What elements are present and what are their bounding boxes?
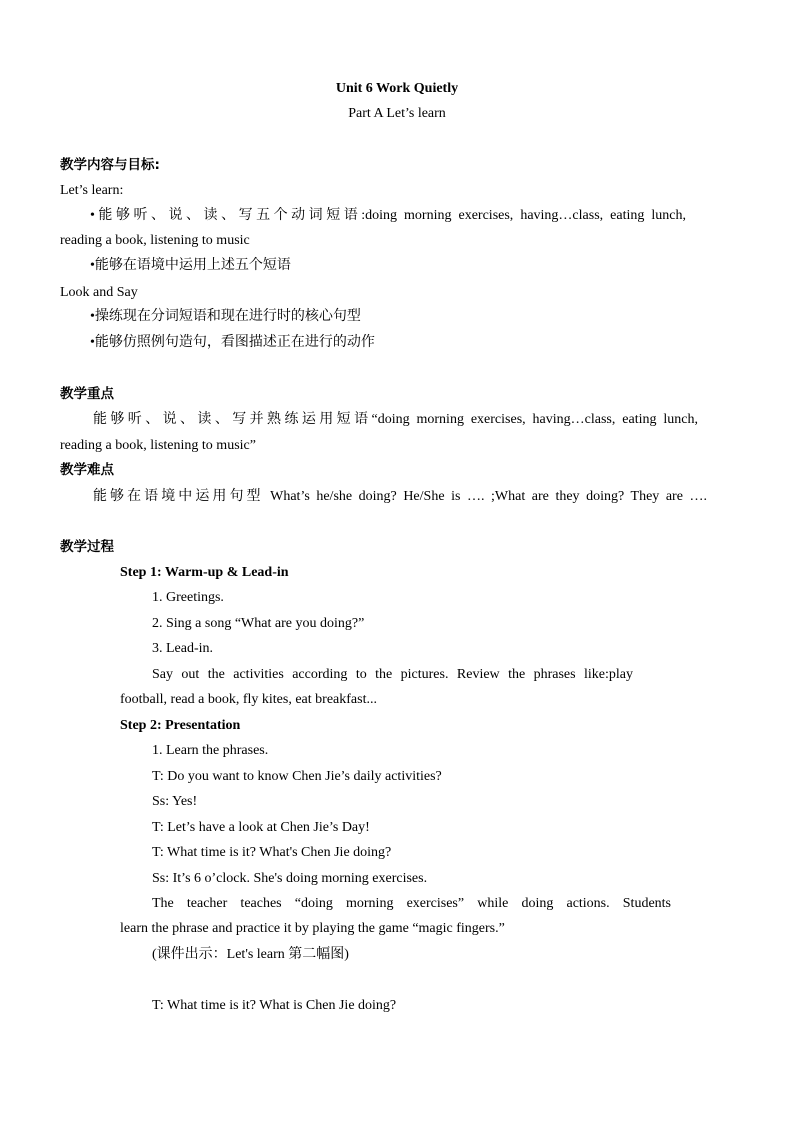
lets-learn-item: •能够听、说、读、写五个动词短语:doing morning exercises, having…class, eating lunch,	[90, 208, 686, 223]
step1-heading: Step 1: Warm-up & Lead-in	[120, 565, 289, 580]
step2-line: 1. Learn the phrases.	[152, 743, 269, 758]
step2-line: Ss: Yes!	[152, 794, 198, 809]
step2-line: T: Let’s have a look at Chen Jie’s Day!	[152, 820, 370, 835]
step2-line: Ss: It’s 6 o’clock. She's doing morning exercises.	[152, 871, 428, 886]
step2-line: T: What time is it? What is Chen Jie doing?	[152, 998, 397, 1013]
difficult-points-line: 能够在语境中运用句型 What’s he/she doing? He/She is …. ;What are they doing? They are ….	[93, 489, 707, 504]
lets-learn-item-continued: reading a book, listening to music	[60, 233, 250, 248]
step2-line-continued: learn the phrase and practice it by playing the game “magic fingers.”	[120, 921, 505, 936]
step2-line: The teacher teaches “doing morning exercises” while doing actions. Students	[152, 896, 671, 911]
document-title: Unit 6 Work Quietly	[335, 81, 459, 96]
look-say-item: •能够仿照例句造句，看图描述正在进行的动作	[90, 335, 375, 350]
lets-learn-label: Let’s learn:	[60, 183, 124, 198]
key-points-line-continued: reading a book, listening to music”	[60, 438, 256, 453]
look-say-item: •操练现在分词短语和现在进行时的核心句型	[90, 309, 361, 324]
lets-learn-item: •能够在语境中运用上述五个短语	[90, 258, 291, 273]
content-goals-heading: 教学内容与目标:	[60, 157, 160, 173]
step1-line: 1. Greetings.	[152, 590, 224, 605]
step2-line: T: Do you want to know Chen Jie’s daily activities?	[152, 769, 442, 784]
look-say-label: Look and Say	[60, 285, 138, 300]
step1-line: Say out the activities according to the pictures. Review the phrases like:play	[152, 667, 633, 682]
step1-line-continued: football, read a book, fly kites, eat breakfast...	[120, 692, 377, 707]
key-points-line: 能够听、说、读、写并熟练运用短语“doing morning exercises, having…class, eating lunch,	[93, 412, 698, 427]
step2-line: T: What time is it? What's Chen Jie doing?	[152, 845, 392, 860]
step1-line: 3. Lead-in.	[152, 641, 214, 656]
process-heading: 教学过程	[60, 539, 114, 555]
document-subtitle: Part A Let’s learn	[348, 106, 446, 121]
step2-line: (课件出示：Let's learn 第二幅图)	[152, 947, 349, 962]
step2-heading: Step 2: Presentation	[120, 718, 241, 733]
step1-line: 2. Sing a song “What are you doing?”	[152, 616, 365, 631]
key-points-heading: 教学重点	[60, 386, 114, 402]
difficult-points-heading: 教学难点	[60, 462, 114, 478]
